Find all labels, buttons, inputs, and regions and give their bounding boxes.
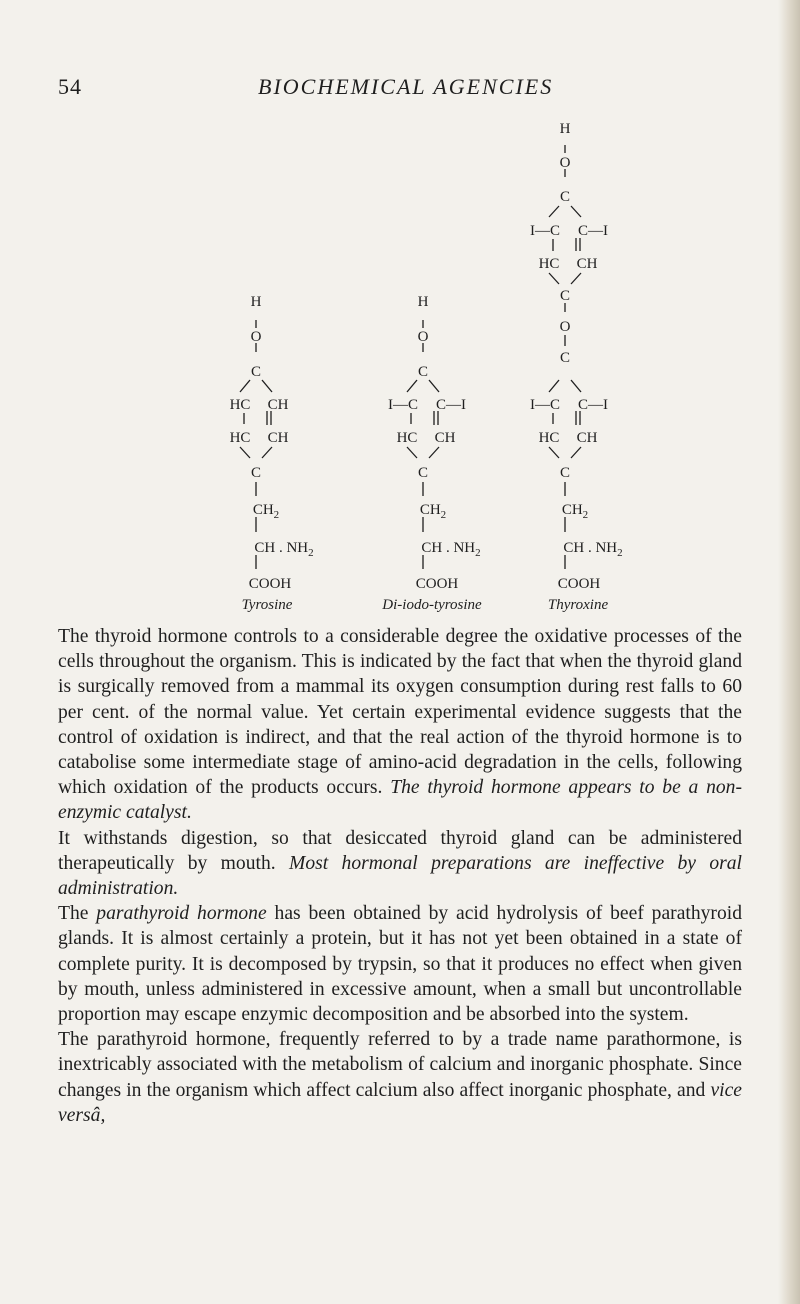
text-run: The thyroid hormone controls to a considerable degree the oxidative processes of the cells throughout the organism. This is indicated by the fact that when the thyroid gland is surgically removed from a mammal its oxygen consumption during rest falls to 60 per cent. of the normal value. Yet certain experimental evidence suggests that the control of oxidation is indirect, and that the real action of the thyroid hormone is to catabolise some intermediate stage of amino-acid degradation in the cells, following which oxidation of the products occurs. <box>58 626 742 799</box>
atom-label: CH <box>267 397 289 413</box>
atom-label: C <box>559 350 571 366</box>
running-title: BIOCHEMICAL AGENCIES <box>258 74 554 99</box>
atom-label: H <box>417 294 429 310</box>
atom-label: H <box>250 294 262 310</box>
paragraph <box>58 826 742 902</box>
atom-label: I—C <box>530 397 560 413</box>
atom-label: HC <box>396 430 418 446</box>
text-run: The <box>58 903 97 925</box>
atom-label: CH . $NH_2$ <box>254 540 314 559</box>
atom-label: CH . $NH_2$ <box>563 540 623 559</box>
atom-label: C—I <box>578 397 608 413</box>
body-text <box>58 624 742 1128</box>
structure-caption: Di-iodo-tyrosine <box>382 597 482 613</box>
text-run: has been obtained by acid hydrolysis of beef parathyroid glands. It is almost certainly a protein, but it has not yet been obtained in a state of complete purity. It is decomposed by trypsin, so that it produces no effect when given by mouth, unless administered in excessive amount, when a small but uncontrollable proportion may escape enzymic decomposition and be absorbed into the system. <box>58 903 742 1026</box>
atom-label: COOH <box>415 576 459 592</box>
atom-label: I—C <box>388 397 418 413</box>
chemical-structures-figure <box>0 0 800 620</box>
page-number: 54 <box>58 74 82 99</box>
structure-caption: Tyrosine <box>241 597 293 613</box>
atom-label: C—I <box>436 397 466 413</box>
paragraph <box>58 1027 742 1128</box>
atom-label: $CH_2$ <box>419 502 447 521</box>
paragraph <box>58 624 742 826</box>
atom-label: HC <box>229 430 251 446</box>
atom-label: C <box>250 364 262 380</box>
emphasis-run: Most hormonal preparations are ineffective by oral administration. <box>58 852 742 900</box>
atom-label: C <box>559 288 571 304</box>
atom-label: CH <box>267 430 289 446</box>
atom-label: C <box>559 465 571 481</box>
paragraph <box>58 901 742 1027</box>
atom-label: HC <box>538 256 560 272</box>
atom-label: COOH <box>248 576 292 592</box>
atom-label: COOH <box>557 576 601 592</box>
atom-label: O <box>417 329 429 345</box>
atom-label: H <box>559 121 571 137</box>
di-iodo-tyrosine-structure <box>381 294 482 613</box>
atom-label: C <box>417 364 429 380</box>
atom-label: HC <box>229 397 251 413</box>
atom-label: C <box>417 465 429 481</box>
atom-label: O <box>250 329 262 345</box>
text-run: The parathyroid hormone, frequently referred to by a trade name parathormone, is inextricably associated with the metabolism of calcium and inorganic phosphate. Since changes in the organism which affect calcium also affect inorganic phosphate, and <box>58 1029 742 1101</box>
atom-label: HC <box>538 430 560 446</box>
atom-label: I—C <box>530 223 560 239</box>
atom-label: CH . $NH_2$ <box>421 540 481 559</box>
atom-label: O <box>559 319 571 335</box>
atom-label: $CH_2$ <box>561 502 589 521</box>
structures-svg <box>0 0 800 620</box>
thyroxine-structure <box>530 121 623 613</box>
atom-label: CH <box>576 256 598 272</box>
atom-label: C <box>250 465 262 481</box>
text-run: It withstands digestion, so that desiccated thyroid gland can be administered therapeutically by mouth. <box>58 827 742 874</box>
atom-label: C—I <box>578 223 608 239</box>
emphasis-run: parathyroid hormone <box>96 903 267 925</box>
atom-label: $CH_2$ <box>252 502 280 521</box>
tyrosine-structure <box>230 294 314 613</box>
emphasis-run: The thyroid hormone appears to be a non-enzymic catalyst. <box>58 777 742 824</box>
atom-label: CH <box>576 430 598 446</box>
structure-caption: Thyroxine <box>547 597 609 613</box>
emphasis-run: vice versâ, <box>58 1079 742 1126</box>
atom-label: CH <box>434 430 456 446</box>
atom-label: C <box>559 189 571 205</box>
atom-label: O <box>559 155 571 171</box>
